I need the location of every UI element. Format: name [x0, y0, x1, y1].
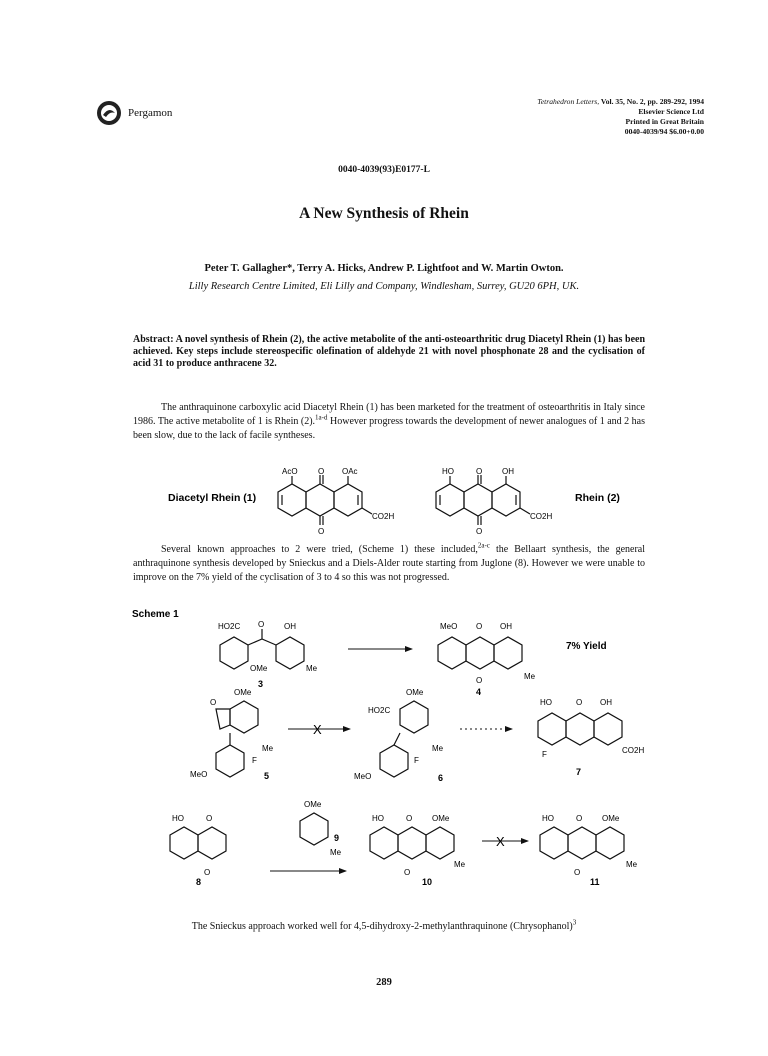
ho-7: HO	[540, 698, 552, 707]
publisher-name: Pergamon	[128, 107, 173, 119]
ome-9: OMe	[304, 800, 322, 809]
price-line: 0040-4039/94 $6.00+0.00	[624, 127, 704, 136]
compound-5-label: 5	[264, 771, 270, 781]
ho-sub: HO	[442, 467, 454, 476]
scheme-1-figure	[120, 605, 680, 915]
me-9: Me	[330, 848, 342, 857]
meo-5: MeO	[190, 770, 208, 779]
oxo-top-2: O	[476, 467, 483, 476]
compound-8-structure	[170, 814, 226, 887]
oh-3: OH	[284, 622, 296, 631]
paragraph-approaches	[133, 543, 645, 585]
diacetyl-rhein-structure	[278, 467, 394, 536]
page-number: 289	[376, 977, 392, 988]
publisher-line: Elsevier Science Ltd	[638, 107, 704, 116]
abstract-label: Abstract:	[133, 334, 174, 345]
pergamon-logo-icon	[96, 100, 122, 126]
compound-11-structure	[540, 814, 638, 887]
f-6: F	[414, 756, 419, 765]
oxo-5: O	[210, 698, 217, 707]
compound-3-structure	[218, 620, 318, 689]
para1-ref: 1a-d	[315, 413, 328, 422]
compound-11-label: 11	[590, 877, 600, 887]
oh-4: OH	[500, 622, 512, 631]
oxo-top: O	[318, 467, 325, 476]
ome-3: OMe	[250, 664, 268, 673]
para2-text-a: Several known approaches to 2 were tried, (Scheme 1) these included,	[161, 544, 478, 555]
paper-title: A New Synthesis of Rhein	[299, 205, 469, 222]
co2h-sub: CO2H	[372, 512, 395, 521]
doi: 0040-4039(93)E0177-L	[338, 165, 430, 175]
author-list: Peter T. Gallagher*, Terry A. Hicks, Andrew P. Lightfoot and W. Martin Owton.	[204, 263, 564, 274]
oxo-8b: O	[204, 868, 211, 877]
ho-8: HO	[172, 814, 184, 823]
rhein-structure	[436, 467, 552, 536]
f-5: F	[252, 756, 257, 765]
oac-sub: OAc	[342, 467, 358, 476]
compound-6-structure	[354, 688, 444, 783]
meo-4: MeO	[440, 622, 458, 631]
oh-sub: OH	[502, 467, 514, 476]
ome-10: OMe	[432, 814, 450, 823]
yield-label: 7% Yield	[566, 641, 607, 652]
paragraph-intro	[133, 401, 645, 443]
affiliation: Lilly Research Centre Limited, Eli Lilly and Company, Windlesham, Surrey, GU20 6PH, UK.	[188, 281, 580, 292]
ome-11: OMe	[602, 814, 620, 823]
journal-header	[537, 97, 704, 137]
oxo-10b: O	[404, 868, 411, 877]
ho-11: HO	[542, 814, 554, 823]
oxo-10: O	[406, 814, 413, 823]
para1-text-b: However progress towards the development of newer analogues of 1 and 2 has been slow, due to the lack of facile syntheses.	[133, 416, 645, 441]
meo-6: MeO	[354, 772, 372, 781]
ho2c-6: HO2C	[368, 706, 391, 715]
oxo-7: O	[576, 698, 583, 707]
oxo-bottom-2: O	[476, 527, 483, 536]
ho-10: HO	[372, 814, 384, 823]
scheme-label: Scheme 1	[132, 609, 179, 620]
co2h-7: CO2H	[622, 746, 645, 755]
figure-caption	[0, 918, 768, 932]
compound-3-label: 3	[258, 679, 264, 689]
compound-10-structure	[370, 814, 466, 887]
ho2c-sub: HO2C	[218, 622, 241, 631]
rhein-structures-figure	[130, 458, 650, 538]
rhein-label: Rhein (2)	[575, 492, 620, 504]
me-10: Me	[454, 860, 466, 869]
compound-8-label: 8	[196, 877, 202, 887]
oxo-11: O	[576, 814, 583, 823]
para2-ref: 2a-c	[477, 541, 490, 550]
me-4: Me	[524, 672, 536, 681]
oxo-bottom: O	[318, 527, 325, 536]
caption-ref: 3	[572, 918, 577, 927]
compound-7-structure	[538, 698, 644, 777]
journal-citation: Vol. 35, No. 2, pp. 289-292, 1994	[600, 97, 704, 106]
compound-6-label: 6	[438, 773, 444, 783]
me-6: Me	[432, 744, 444, 753]
compound-7-label: 7	[576, 767, 582, 777]
oxo-8: O	[206, 814, 213, 823]
oxo-11b: O	[574, 868, 581, 877]
ome-5: OMe	[234, 688, 252, 697]
oh-7: OH	[600, 698, 612, 707]
me-5: Me	[262, 744, 274, 753]
oxo-4: O	[476, 622, 483, 631]
me-11: Me	[626, 860, 638, 869]
blocked-mark-2: X	[496, 834, 505, 849]
compound-5-structure	[190, 688, 274, 781]
publisher-block	[96, 100, 172, 126]
ome-6: OMe	[406, 688, 424, 697]
oxo-4b: O	[476, 676, 483, 685]
journal-name: Tetrahedron Letters,	[537, 97, 600, 106]
compound-9-label: 9	[334, 833, 340, 843]
diacetyl-rhein-label: Diacetyl Rhein (1)	[168, 492, 257, 504]
para2-text-b: the Bellaart synthesis, the general anthraquinone synthesis developed by Snieckus and a Diels-Alder route starting from Juglone (8). However we were unable to improve on the 7% yield of the cyclisation of 3 to 4 so this was not progressed.	[133, 544, 646, 583]
compound-4-structure	[438, 622, 536, 697]
compound-4-label: 4	[476, 687, 482, 697]
blocked-mark-1: X	[313, 722, 322, 737]
para1-text-a: The anthraquinone carboxylic acid Diacetyl Rhein (1) has been marketed for the treatment of osteoarthritis in Italy since 1986. The active metabolite of 1 is Rhein (2).	[133, 402, 645, 427]
abstract-text: A novel synthesis of Rhein (2), the active metabolite of the anti-osteoarthritic drug Diacetyl Rhein (1) has been achieved. Key steps include stereospecific olefination of aldehyde 21 with novel phosphonate 28 and the cyclisation of acid 31 to produce anthracene 32.	[133, 334, 646, 369]
abstract	[133, 334, 645, 370]
caption-text: The Snieckus approach worked well for 4,5-dihydroxy-2-methylanthraquinone (Chrysophanol)	[191, 921, 573, 932]
oxo-3: O	[258, 620, 265, 629]
compound-9-structure	[300, 800, 342, 857]
me-3: Me	[306, 664, 318, 673]
f-7: F	[542, 750, 547, 759]
compound-10-label: 10	[422, 877, 433, 887]
aco-sub: AcO	[282, 467, 298, 476]
printed-line: Printed in Great Britain	[625, 117, 704, 126]
co2h-sub-2: CO2H	[530, 512, 553, 521]
